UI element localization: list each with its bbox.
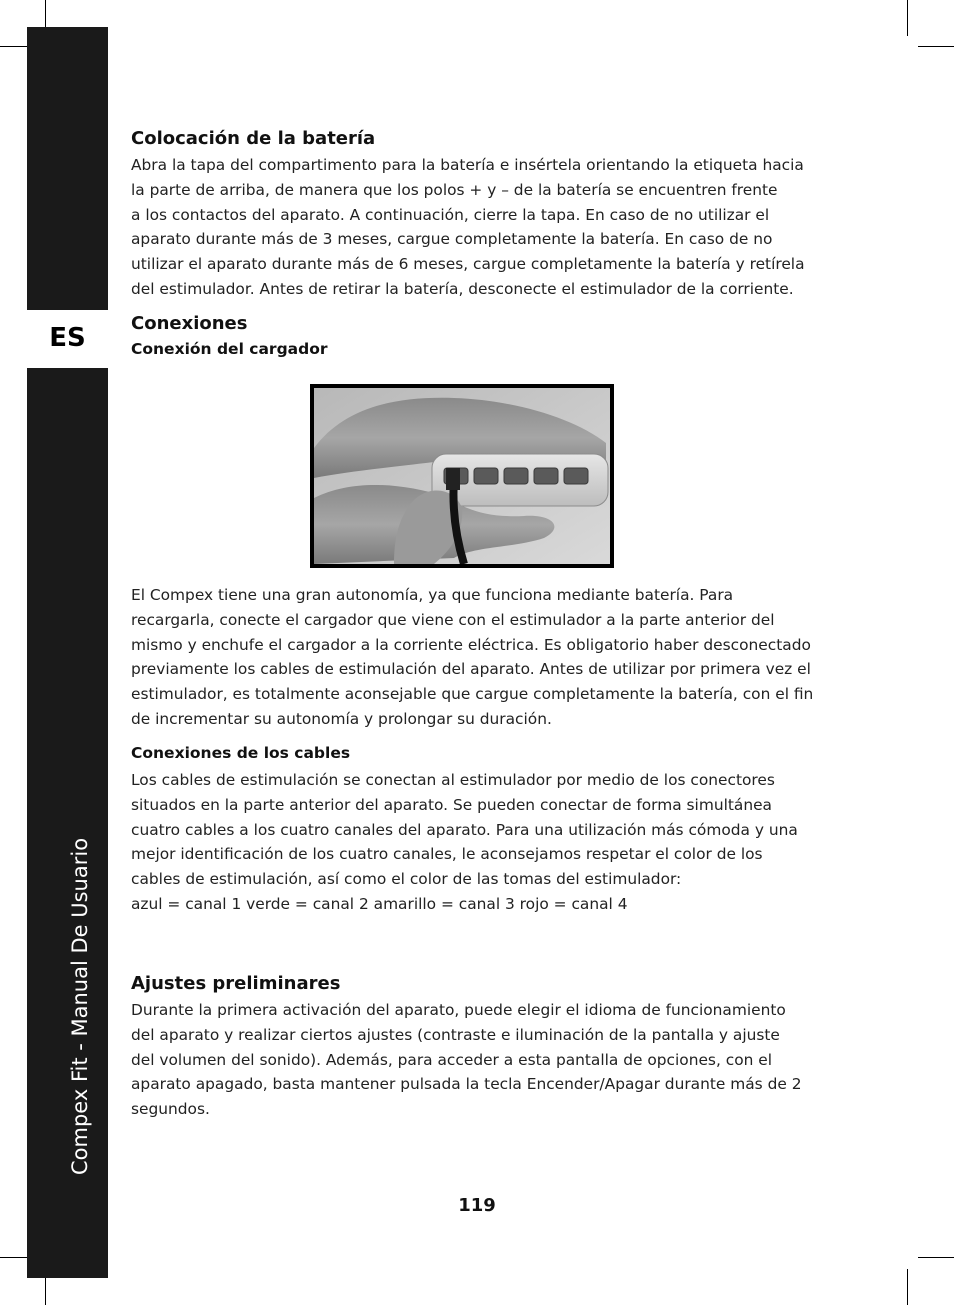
- text-line: El Compex tiene una gran autonomía, ya que funciona mediante batería. Para: [131, 586, 734, 604]
- hand-with-device-illustration: [314, 388, 610, 564]
- text-line: situados en la parte anterior del aparato. Se pueden conectar de forma simultánea: [131, 795, 772, 814]
- crop-mark: [907, 1269, 908, 1305]
- text-line: aparato apagado, basta mantener pulsada la tecla Encender/Apagar durante más de 2: [131, 1075, 802, 1094]
- language-tab: ES: [49, 323, 86, 353]
- manual-title-vertical: Compex Fit - Manual De Usuario: [68, 837, 92, 1175]
- battery-heading: Colocación de la batería: [131, 128, 376, 149]
- page-number: 119: [458, 1195, 496, 1216]
- crop-mark: [918, 46, 954, 47]
- text-line: Abra la tapa del compartimento para la batería e insértela orientando la etiqueta hacia: [131, 156, 804, 174]
- text-line: la parte de arriba, de manera que los polos + y – de la batería se encuentren frente: [131, 180, 778, 199]
- text-line: del estimulador. Antes de retirar la batería, desconecte el estimulador de la corriente.: [131, 279, 794, 298]
- crop-mark: [918, 1257, 954, 1258]
- sidebar-band-top: [27, 27, 108, 310]
- text-line: cables de estimulación, así como el color de las tomas del estimulador:: [131, 870, 682, 889]
- cables-heading: Conexiones de los cables: [131, 744, 351, 762]
- text-line: aparato durante más de 3 meses, cargue completamente la batería. En caso de no: [131, 230, 773, 249]
- preliminary-heading: Ajustes preliminares: [131, 973, 341, 994]
- text-line: cuatro cables a los cuatro canales del aparato. Para una utilización más cómoda y una: [131, 820, 798, 839]
- text-line: estimulador, es totalmente aconsejable que cargue completamente la batería, con el fin: [131, 685, 814, 704]
- text-line: a los contactos del aparato. A continuación, cierre la tapa. En caso de no utilizar el: [131, 205, 770, 224]
- text-line: azul = canal 1 verde = canal 2 amarillo = canal 3 rojo = canal 4: [131, 894, 628, 913]
- battery-paragraph: [131, 153, 805, 302]
- cables-paragraph: [131, 768, 798, 917]
- text-line: mejor identificación de los cuatro canales, le aconsejamos respetar el color de los: [131, 845, 763, 864]
- text-line: del volumen del sonido). Además, para acceder a esta pantalla de opciones, con el: [131, 1050, 773, 1069]
- charger-photo: [310, 384, 614, 568]
- crop-mark: [907, 0, 908, 36]
- text-line: de incrementar su autonomía y prolongar su duración.: [131, 709, 552, 728]
- text-line: segundos.: [131, 1100, 210, 1119]
- text-line: del aparato y realizar ciertos ajustes (contraste e iluminación de la pantalla y ajuste: [131, 1025, 780, 1044]
- text-line: utilizar el aparato durante más de 6 meses, cargue completamente la batería y retírela: [131, 255, 805, 274]
- charger-connection-subheading: Conexión del cargador: [131, 340, 328, 358]
- preliminary-paragraph: [131, 998, 802, 1122]
- text-line: Los cables de estimulación se conectan al estimulador por medio de los conectores: [131, 771, 775, 789]
- text-line: recargarla, conecte el cargador que viene con el estimulador a la parte anterior del: [131, 610, 775, 629]
- text-line: Durante la primera activación del aparato, puede elegir el idioma de funcionamiento: [131, 1001, 786, 1019]
- text-line: mismo y enchufe el cargador a la corriente eléctrica. Es obligatorio haber desconectado: [131, 635, 811, 654]
- connections-heading: Conexiones: [131, 313, 248, 334]
- charger-paragraph: [131, 583, 813, 732]
- text-line: previamente los cables de estimulación del aparato. Antes de utilizar por primera vez el: [131, 660, 811, 679]
